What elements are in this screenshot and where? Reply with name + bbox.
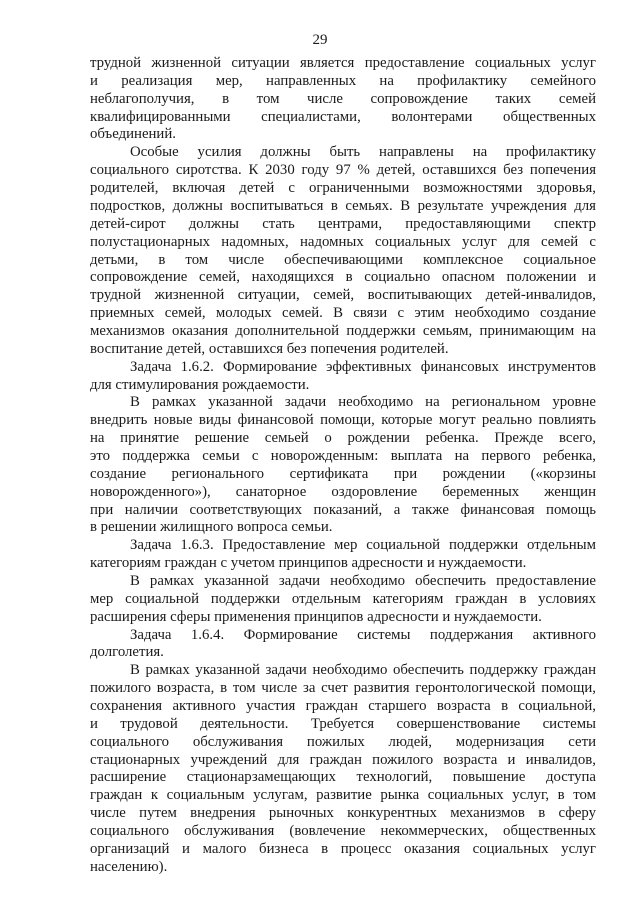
text-line: сохранения активного участия граждан старшего возраста в социальной, xyxy=(90,698,596,714)
text-line: расширение стационарзамещающих технологий, повышение доступа xyxy=(90,769,596,786)
text-line: для стимулирования рождаемости. xyxy=(90,376,310,393)
text-line: неблагополучия, в том числе сопровождение таких семей xyxy=(90,90,596,107)
text-line: трудной жизненной ситуации является предоставление социальных услуг xyxy=(90,55,596,71)
text-line: детей-сирот должны стать центрами, предоставляющими спектр xyxy=(90,215,596,232)
text-line: Особые усилия должны быть направлены на профилактику xyxy=(130,144,596,161)
text-line: стационарных учреждений для граждан пожилого возраста и инвалидов, xyxy=(90,751,596,768)
text-line: Задача 1.6.4. Формирование системы поддержания активного xyxy=(130,626,596,643)
text-line: приемных семей, молодых семей. В связи с этим необходимо создание xyxy=(90,305,596,321)
text-line: сопровождение семей, находящихся в социально опасном положении и xyxy=(90,269,596,286)
text-line: трудной жизненной ситуации, семей, воспитывающих детей-инвалидов, xyxy=(90,287,596,304)
text-line: подростков, должны воспитываться в семьях. В результате учреждения для xyxy=(90,197,596,214)
text-line: В рамках указанной задачи необходимо на региональном уровне xyxy=(130,394,596,411)
text-line: внедрить новые виды финансовой помощи, которые могут реально повлиять xyxy=(90,412,596,429)
text-line: на принятие решение семьей о рождении ребенка. Прежде всего, xyxy=(90,430,596,447)
text-line: категориям граждан с учетом принципов адресности и нуждаемости. xyxy=(90,555,527,572)
text-line: социального обслуживания (вовлечение некоммерческих, общественных xyxy=(90,823,596,839)
text-line: родителей, включая детей с ограниченными возможностями здоровья, xyxy=(90,180,596,196)
text-line: при наличии соответствующих показаний, а также финансовая помощь xyxy=(90,501,596,518)
text-line: В рамках указанной задачи необходимо обеспечить предоставление xyxy=(130,572,596,589)
text-line: числе путем внедрения рыночных конкурентных механизмов в сферу xyxy=(90,805,596,822)
text-line: В рамках указанной задачи необходимо обеспечить поддержку граждан xyxy=(130,662,596,679)
text-line: создание регионального сертификата при рождении («корзины xyxy=(90,465,596,482)
page-number: 29 xyxy=(312,32,328,48)
text-line: воспитание детей, оставшихся без попечения родителей. xyxy=(90,340,449,357)
text-line: социального сиротства. К 2030 году 97 % детей, оставшихся без попечения xyxy=(90,162,596,179)
text-line: полустационарных надомных, надомных социальных услуг для семей с xyxy=(90,233,596,250)
text-line: организаций и малого бизнеса в процесс оказания социальных услуг xyxy=(90,840,596,857)
text-line: расширения сферы применения принципов адресности и нуждаемости. xyxy=(90,608,542,625)
text-line: детьми, в том числе обеспечивающими комплексное социальное xyxy=(90,251,596,268)
text-line: новорожденного»), санаторное оздоровление беременных женщин xyxy=(90,483,596,500)
text-line: это поддержка семьи с новорожденным: выплата на первого ребенка, xyxy=(90,447,596,464)
text-line: Задача 1.6.2. Формирование эффективных финансовых инструментов xyxy=(130,358,596,375)
text-line: социального обслуживания пожилых людей, модернизация сети xyxy=(90,733,596,750)
text-line: в решении жилищного вопроса семьи. xyxy=(90,519,333,536)
text-line: и трудовой деятельности. Требуется совершенствование системы xyxy=(90,715,596,732)
text-line: объединений. xyxy=(90,126,176,143)
text-line: пожилого возраста, в том числе за счет развития геронтологической помощи, xyxy=(90,680,596,697)
text-line: квалифицированными специалистами, волонтерами общественных xyxy=(90,108,596,125)
text-line: Задача 1.6.3. Предоставление мер социальной поддержки отдельным xyxy=(130,537,596,554)
text-line: долголетия. xyxy=(90,644,164,661)
text-line: мер социальной поддержки отдельным категориям граждан в условиях xyxy=(90,590,596,607)
text-line: механизмов оказания дополнительной поддержки семьям, принимающим на xyxy=(90,322,596,339)
text-line: и реализация мер, направленных на профилактику семейного xyxy=(90,72,596,89)
text-line: населению). xyxy=(90,858,168,875)
text-line: граждан к социальным услугам, развитие рынка социальных услуг, в том xyxy=(90,787,596,804)
